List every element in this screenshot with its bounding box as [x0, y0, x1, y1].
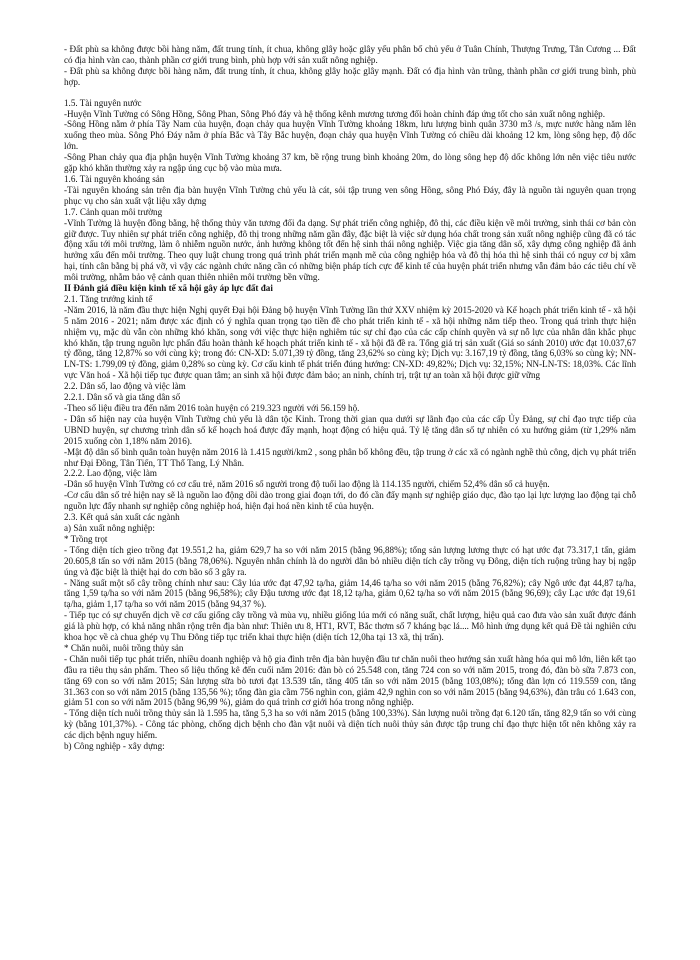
paragraph: - Tổng diện tích gieo trồng đạt 19.551,2 ha, giảm 629,7 ha so với năm 2015 (bằng 96,88%); tổng sản lượng lương thực có hạt ước đạt 73.317,1 tấn, giảm 20.605,8 tấn so với năm 2015 (bằng 78,06%). Nguyên nhân chính là do người dân bỏ nhiều diện tích cây trồng vụ Đông, diện tích ruộng trũng hay bị ngập úng và đặc biệt là thiệt hại do cơn bão số 3 gây ra.: [64, 544, 636, 577]
paragraph: -Theo số liệu điều tra đến năm 2016 toàn huyện có 219.323 người với 56.159 hộ.: [64, 403, 360, 413]
paragraph: -Cơ cấu dân số trẻ hiện nay sẽ là nguồn lao động dồi dào trong giai đoạn tới, do đó cần đẩy mạnh sự nghiệp giáo dục, đào tạo lại lực lượng lao động tại chỗ nguồn lực đẩy nhanh sự nghiệp công nghiệp hoá, hiện đại hoá nền kinh tế của huyện.: [64, 490, 636, 512]
paragraph: 1.6. Tài nguyên khoáng sản: [64, 173, 165, 184]
paragraph: 2.1. Tăng trưởng kinh tế: [64, 293, 153, 304]
paragraph: 1.5. Tài nguyên nước: [64, 97, 142, 108]
paragraph: -Vĩnh Tường là huyện đồng bằng, hệ thống thủy văn tương đối đa dạng. Sự phát triển công nghiệp, đô thị, các điều kiện về môi trường, sinh thái cơ bản còn giữ được. Tuy nhiên sự phát triển công nghiệp, đô thị trong những năm gần đây, đặc biệt là việc sử dụng hóa chất trong sản xuất nông nghiệp cũng đã có tác động xấu tới môi trường, làm ô nhiễm nguồn nước, ảnh hưởng không tốt đến hệ sinh thái nông nghiệp. Việc gia tăng dân số, xây dựng công nghiệp đã ảnh hưởng xấu đến môi trường. Theo quy luật chung trong quá trình phát triển mạnh mẽ của công nghiệp hóa và đô thị hóa thì hệ sinh thái có nguy cơ bị xâm hại, tính cân bằng bị phá vỡ, vì vậy các ngành chức năng cần có những biện pháp tích cực để kinh tế của huyện phát triển nhưng vẫn đảm bảo các tiêu chí về môi trường, nhằm bảo vệ cảnh quan thiên nhiên môi trường bền vững.: [64, 217, 636, 283]
paragraph: - Tổng diện tích nuôi trồng thủy sản là 1.595 ha, tăng 5,3 ha so với năm 2015 (bằng 100,33%). Sản lượng nuôi trồng đạt 6.120 tấn, tăng 82,9 tấn so với cùng kỳ (bằng 101,37%). - Công tác phòng, chống dịch bệnh cho đàn vật nuôi và diện tích nuôi thủy sản được tập trung chỉ đạo thực hiện tốt nên không xảy ra các dịch bệnh nguy hiểm.: [64, 708, 636, 741]
paragraph: * Chăn nuôi, nuôi trồng thủy sản: [64, 642, 184, 653]
paragraph: - Dân số hiện nay của huyện Vĩnh Tường chủ yếu là dân tộc Kinh. Trong thời gian qua dưới sự lãnh đạo của các cấp Ủy Đảng, sự chỉ đạo trực tiếp của UBND huyện, sự chương trình dân số kế hoạch hoá được đẩy mạnh, hoạt động có hiệu quả. Tỷ lệ tăng dân số tự nhiên có xu hướng giảm (từ 1,29% năm 2015 xuống còn 1,18% năm 2016).: [64, 413, 636, 446]
paragraph: 2.3. Kết quả sản xuất các ngành: [64, 512, 180, 523]
paragraph: -Sông Hồng nằm ở phía Tây Nam của huyện, đoạn chảy qua huyện Vĩnh Tường khoảng 18km, lưu lượng bình quân 3730 m3 /s, mực nước hàng năm lên xuống theo mùa. Sông Phó Đáy nằm ở phía Bắc và Tây Bắc huyện, đoạn chảy qua huyện Vĩnh Tường có chiều dài khoảng 12 km, lòng sông hẹp, độ dốc lớn.: [64, 119, 636, 152]
paragraph: -Huyện Vĩnh Tường có Sông Hồng, Sông Phan, Sông Phó đáy và hệ thống kênh mương tương đối hoàn chỉnh đáp ứng tốt cho sản xuất nông nghiệp.: [64, 108, 605, 119]
paragraph: -Mật độ dân số bình quân toàn huyện năm 2016 là 1.415 người/km2 , song phân bố không đều, tập trung ở các xã có ngành nghề thủ công, dịch vụ phát triển như Đại Đồng, Tân Tiến, TT Thổ Tang, Lý Nhân.: [64, 446, 636, 468]
paragraph: -Sông Phan chảy qua địa phận huyện Vĩnh Tường khoảng 37 km, bề rộng trung bình khoảng 20m, do lòng sông hẹp độ dốc không lớn nên việc tiêu nước gặp khó khăn thường xảy ra ngập úng cục bộ vào mùa mưa.: [64, 152, 636, 174]
paragraph: -Dân số huyện Vĩnh Tường có cơ cấu trẻ, năm 2016 số người trong độ tuổi lao động là 114.135 người, chiếm 52,4% dân số cả huyện.: [64, 479, 550, 490]
paragraph: -Tài nguyên khoáng sản trên địa bàn huyện Vĩnh Tường chủ yếu là cát, sỏi tập trung ven sông Hồng, sông Phó Đáy, đây là nguồn tài nguyên quan trọng phục vụ cho sản xuất vật liệu xây dựng: [64, 184, 636, 206]
paragraph-spacer: [64, 88, 636, 98]
paragraph: - Năng suất một số cây trồng chính như sau: Cây lúa ước đạt 47,92 tạ/ha, giảm 14,46 tạ/ha so với năm 2015 (bằng 76,82%); cây Ngô ước đạt 44,87 tạ/ha, tăng 1,59 tạ/ha so với năm 2015 (bằng 96,58%); cây Đậu tương ước đạt 18,12 tạ/ha, giảm 0,62 tạ/ha so với năm 2015 (bằng 96,69); cây Lạc ước đạt 19,61 tạ/ha, giảm 1,17 tạ/ha so với năm 2015 (bằng 94,37 %).: [64, 577, 636, 610]
paragraph: - Đất phù sa không được bồi hàng năm, đất trung tính, ít chua, không glây hoặc glây mạnh. Đất có địa hình vàn trũng, thành phần cơ giới trung bình, phù hợp.: [64, 65, 636, 87]
paragraph: 2.2.1. Dân số và gia tăng dân số: [64, 392, 181, 403]
document-page: [64, 44, 636, 752]
paragraph: -Năm 2016, là năm đầu thực hiện Nghị quyết Đại hội Đảng bộ huyện Vĩnh Tường lần thứ XXV nhiệm kỳ 2015-2020 và Kế hoạch phát triển kinh tế - xã hội 5 năm 2016 - 2021; năm được xác định có ý nghĩa quan trọng tạo tiền đề cho phát triển kinh tế - xã hội những năm tiếp theo. Trong quá trình thực hiện nhiệm vụ, mặc dù vẫn còn những khó khăn, song với việc thực hiện nghiêm túc sự chỉ đạo của các cấp chính quyền và sự nỗ lực của nhân dân khắc phục khó khăn, tập trung nguồn lực phấn đấu hoàn thành kế hoạch phát triển kinh tế - xã hội đã đề ra. Tổng giá trị sản xuất (Giá so sánh 2010) ước đạt 10.037,67 tỷ đồng, tăng 12,87% so với cùng kỳ; trong đó: CN-XD: 5.071,39 tỷ đồng, tăng 23,62% so cùng kỳ; Dịch vụ: 3.167,19 tỷ đồng, tăng 6,03% so cùng kỳ; NN-LN-TS: 1.799,09 tỷ đồng, giảm 0,28% so cùng kỳ. Cơ cấu kinh tế phát triển đúng hướng: CN-XD: 49,82%; Dịch vụ: 32,15%; NN-LN-TS: 18,03%. Các lĩnh vực Văn hoá - Xã hội tiếp tục được quan tâm; an sinh xã hội được đảm bảo; an ninh, chính trị, trật tự an toàn xã hội được giữ vững: [64, 304, 636, 381]
section-heading: II Đánh giá điều kiện kinh tế xã hội gây áp lực đất đai: [64, 283, 273, 294]
paragraph: b) Công nghiệp - xây dựng:: [64, 741, 165, 752]
paragraph: - Tiếp tục có sự chuyển dịch về cơ cấu giống cây trồng và mùa vụ, nhiều giống lúa mới có năng suất, chất lượng, hiệu quả cao đưa vào sản xuất được đánh giá là phù hợp, có khả năng nhân rộng trên địa bàn như: Thiên ưu 8, HT1, RVT, Bắc thơm số 7 kháng bạc lá.... Mô hình ứng dụng kết quả Đề tài nghiên cứu khoa học về cà chua ghép vụ Thu Đông tiếp tục triển khai thực hiện (diện tích 12,0ha tại 13 xã, thị trấn).: [64, 610, 636, 643]
paragraph: a) Sản xuất nông nghiệp:: [64, 522, 155, 533]
paragraph: - Đất phù sa không được bồi hàng năm, đất trung tính, ít chua, không glây hoặc glây yếu phân bố chủ yếu ở Tuân Chính, Thượng Trưng, Tân Cương ... Đất có địa hình vàn cao, thành phần cơ giới trung bình, phù hợp với sản xuất nông nghiệp.: [64, 44, 636, 65]
paragraph: 1.7. Cảnh quan môi trường: [64, 206, 163, 217]
paragraph: * Trồng trọt: [64, 533, 108, 544]
paragraph: 2.2. Dân số, lao động và việc làm: [64, 381, 186, 392]
paragraph: - Chăn nuôi tiếp tục phát triển, nhiều doanh nghiệp và hộ gia đình trên địa bàn huyện đầu tư chăn nuôi theo hướng sản xuất hàng hóa qui mô lớn, liên kết tạo đầu ra tiêu thụ sản phẩm. Theo số liệu thống kê đến cuối năm 2016: đàn bò có 25.548 con, tăng 724 con so với năm 2015, trong đó, đàn bò sữa 7.873 con, tăng 69 con so với năm 2015; Sản lượng sữa bò tươi đạt 13.539 tấn, tăng 405 tấn so với năm 2015 (bằng 103,08%); tổng đàn lợn có 119.559 con, tăng 31.363 con so với năm 2015 (bằng 135,56 %); tổng đàn gia cầm 756 nghìn con, giảm 42,9 nghìn con so với năm 2015 (bằng 94,63%), đàn trâu có 1.643 con, giảm 51 con so với năm 2015 (bằng 96,99 %), giảm do quá trình cơ giới hóa trong nông nghiệp.: [64, 653, 636, 708]
paragraph: 2.2.2. Lao động, việc làm: [64, 468, 157, 479]
